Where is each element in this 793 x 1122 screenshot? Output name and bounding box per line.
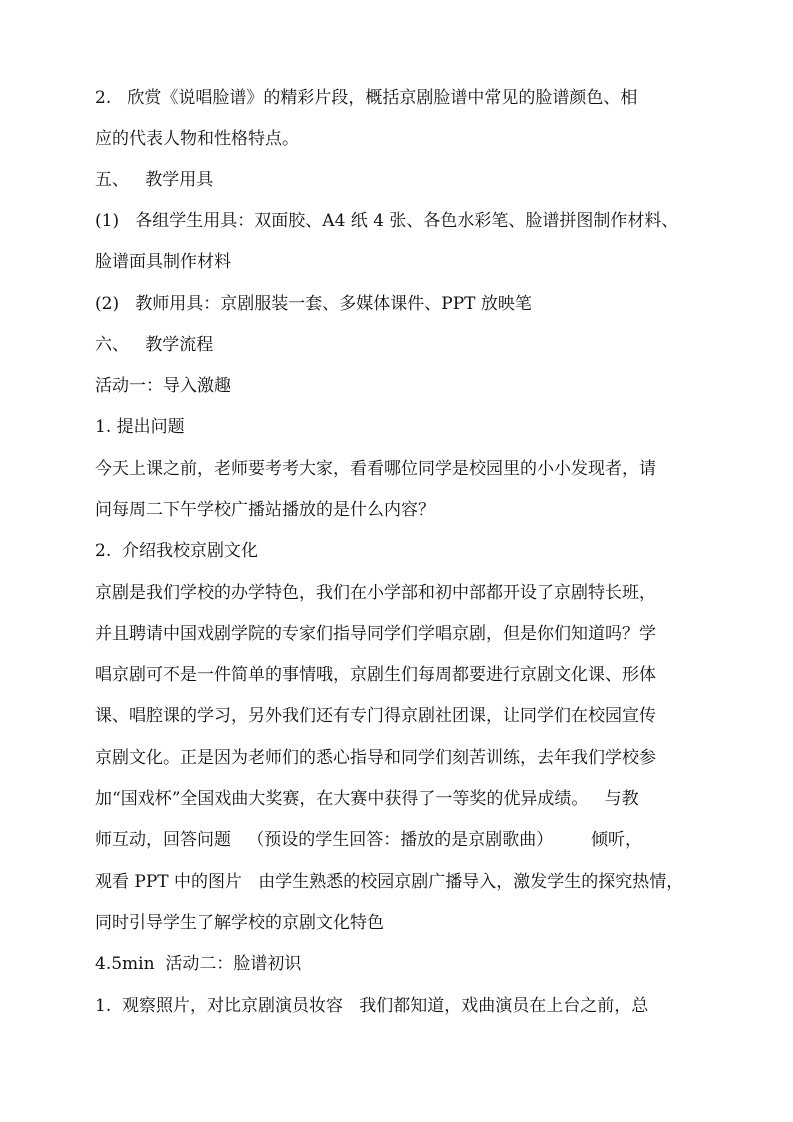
text-line: (1) 各组学生用具：双面胶、A4 纸 4 张、各色水彩笔、脸谱拼图制作材料、 [95,211,679,231]
text-line: 京剧是我们学校的办学特色，我们在小学部和初中部都开设了京剧特长班， [95,583,656,603]
text-line: 课、唱腔课的学习，另外我们还有专门得京剧社团课，让同学们在校园宣传 [95,706,656,726]
text-line: 1. 提出问题 [95,417,185,437]
text-line: 2. 欣赏《说唱脸谱》的精彩片段，概括京剧脸谱中常见的脸谱颜色、相 [95,88,638,108]
section-heading: 五、 教学用具 [95,170,214,190]
text-line: 同时引导学生了解学校的京剧文化特色 [95,913,384,933]
section-heading: 六、 教学流程 [95,335,214,355]
text-line: 2. 介绍我校京剧文化 [95,541,259,561]
text-line: 今天上课之前，老师要考考大家，看看哪位同学是校园里的小小发现者，请 [95,459,656,479]
text-line: 师互动，回答问题 （预设的学生回答：播放的是京剧歌曲） 倾听， [95,830,643,850]
text-line: 唱京剧可不是一件简单的事情哦，京剧生们每周都要进行京剧文化课、形体 [95,665,656,685]
text-line: 脸谱面具制作材料 [95,252,231,272]
activity-heading: 4.5min 活动二：脸谱初识 [95,954,302,974]
activity-heading: 活动一：导入激趣 [95,376,231,396]
text-line: 并且聘请中国戏剧学院的专家们指导同学们学唱京剧，但是你们知道吗？学 [95,624,656,644]
text-line: 京剧文化。正是因为老师们的悉心指导和同学们刻苦训练，去年我们学校参 [95,748,656,768]
text-line: (2) 教师用具：京剧服装一套、多媒体课件、PPT 放映笔 [95,294,532,314]
text-line: 问每周二下午学校广播站播放的是什么内容？ [95,500,435,520]
text-line: 加“国戏杯”全国戏曲大奖赛，在大赛中获得了一等奖的优异成绩。 与教 [95,789,639,809]
text-line: 观看 PPT 中的图片 由学生熟悉的校园京剧广播导入，激发学生的探究热情， [95,872,684,892]
text-line: 应的代表人物和性格特点。 [95,129,299,149]
text-line: 1. 观察照片，对比京剧演员妆容 我们都知道，戏曲演员在上台之前，总 [95,996,649,1016]
